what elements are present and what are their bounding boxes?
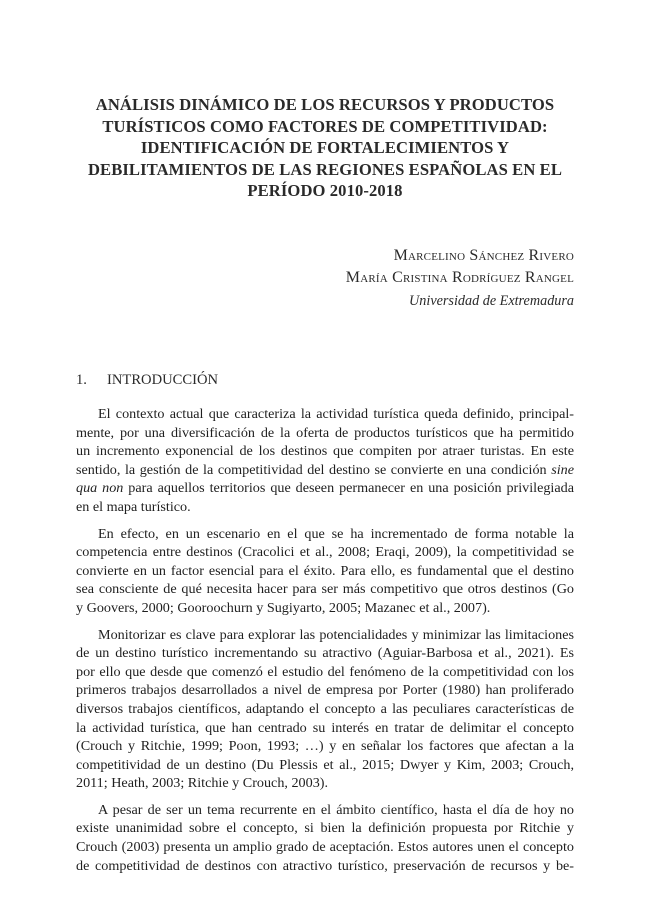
text-line xyxy=(76,461,574,480)
text-line: primeros trabajos desarrollados a nivel de empresa por Porter (1980) han proliferado xyxy=(76,682,574,699)
author-block xyxy=(346,245,574,313)
text-segment: sentido, la gestión de la competitividad del destino se convierte en una condición xyxy=(76,461,547,478)
title-line: ANÁLISIS DINÁMICO DE LOS RECURSOS Y PRODUCTOS xyxy=(95,95,555,114)
text-line: de competitividad de destinos con atractivo turístico, preservación de recursos y be- xyxy=(76,857,574,874)
text-line: y Goovers, 2000; Gooroochurn y Sugiyarto, 2005; Mazanec et al., 2007). xyxy=(76,599,491,616)
text-line: un incremento exponencial de los destinos que compiten por atraer turistas. En este xyxy=(76,443,574,460)
paragraph xyxy=(76,801,574,875)
text-line: En efecto, en un escenario en el que se ha incrementado de forma notable la xyxy=(98,525,574,542)
text-line: competencia entre destinos (Cracolici et al., 2008; Eraqi, 2009), la competitividad se xyxy=(76,544,574,561)
section-heading xyxy=(76,370,218,390)
text-line: 2011; Heath, 2003; Ritchie y Crouch, 2003). xyxy=(76,775,329,792)
text-line: Crouch (2003) presenta un amplio grado de aceptación. Estos autores unen el concepto xyxy=(76,839,574,856)
section-number: 1. xyxy=(76,372,87,388)
title-line: PERÍODO 2010-2018 xyxy=(247,181,403,200)
text-line: (Crouch y Ritchie, 1999; Poon, 1993; …) y en señalar los factores que afectan a la xyxy=(76,738,574,755)
title-line: IDENTIFICACIÓN DE FORTALECIMIENTOS Y xyxy=(140,138,510,157)
text-line: de un destino turístico incrementando su atractivo (Aguiar-Barbosa et al., 2021). Es xyxy=(76,645,574,662)
text-line: sea consciente de qué necesita hacer para ser más competitivo que otros destinos (Go xyxy=(76,581,574,598)
text-line: en el mapa turístico. xyxy=(76,498,191,515)
section-title: INTRODUCCIÓN xyxy=(107,372,219,388)
body-text xyxy=(76,405,574,883)
author-name: Marcelino Sánchez Rivero xyxy=(393,247,574,264)
affiliation: Universidad de Extremadura xyxy=(409,293,574,309)
paper-title xyxy=(70,94,580,202)
paragraph xyxy=(76,405,574,517)
text-line: mente, por una diversificación de la oferta de productos turísticos que ha permitido xyxy=(76,424,574,441)
text-line: Monitorizar es clave para explorar las potencialidades y minimizar las limitaciones xyxy=(98,626,574,643)
italic-term: qua non xyxy=(76,480,124,497)
paragraph xyxy=(76,525,574,618)
text-segment: para aquellos territorios que deseen permanecer en una posición privilegiada xyxy=(128,480,574,497)
text-line: existe unanimidad sobre el concepto, si bien la definición propuesta por Ritchie y xyxy=(76,820,574,837)
text-line: por ello que desde que comenzó el estudio del fenómeno de la competitividad con los xyxy=(76,663,574,680)
author-name: María Cristina Rodríguez Rangel xyxy=(345,269,574,286)
title-line: DEBILITAMIENTOS DE LAS REGIONES ESPAÑOLAS EN EL xyxy=(87,159,563,179)
text-line: competitividad de un destino (Du Plessis et al., 2015; Dwyer y Kim, 2003; Crouch, xyxy=(76,756,574,773)
text-line: El contexto actual que caracteriza la actividad turística queda definido, principal- xyxy=(98,406,574,422)
text-line: diversos trabajos científicos, adaptando el concepto a las peculiares características de xyxy=(76,700,574,717)
text-line: A pesar de ser un tema recurrente en el ámbito científico, hasta el día de hoy no xyxy=(98,801,574,818)
text-line: convierte en un factor esencial para el éxito. Para ello, es fundamental que el destino xyxy=(76,562,574,579)
text-line: la actividad turística, que han centrado su interés en tratar de delimitar el concepto xyxy=(76,719,574,736)
text-line xyxy=(76,479,574,498)
italic-term: sine xyxy=(551,461,574,478)
paragraph xyxy=(76,626,574,793)
title-line: TURÍSTICOS COMO FACTORES DE COMPETITIVIDAD: xyxy=(102,116,548,136)
